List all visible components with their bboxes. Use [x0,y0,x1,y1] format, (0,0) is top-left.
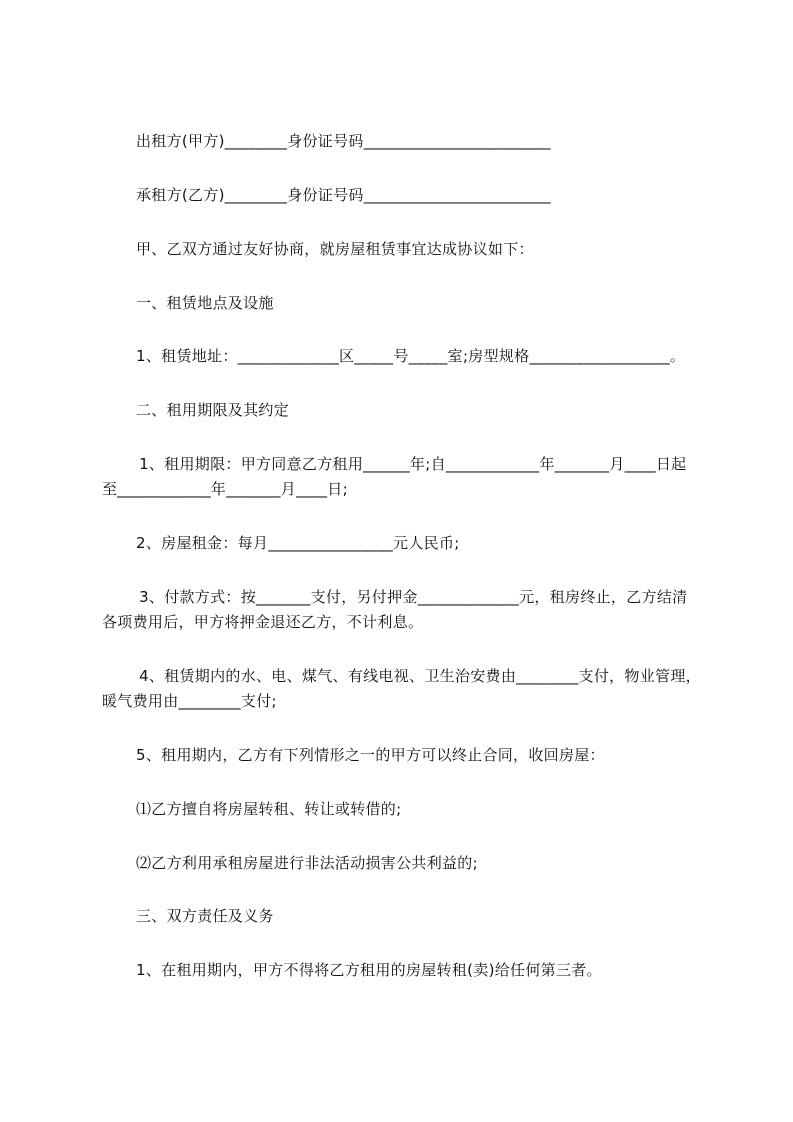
section-3-heading: 三、双方责任及义务 [136,907,274,925]
termination-item-1: ⑴乙方擅自将房屋转租、转让或转借的; [136,800,402,818]
lessor-line: 出租方(甲方)________身份证号码________________________ [136,132,551,150]
agreement-intro: 甲、乙双方通过友好协商，就房屋租赁事宜达成协议如下： [136,240,534,258]
payment-line-1: 3、付款方式：按_______支付，另付押金_____________元，租房终止，乙方结清 [134,588,688,606]
termination-item-2: ⑵乙方利用承租房屋进行非法活动损害公共利益的; [136,854,478,872]
responsibility-item-1: 1、在租用期内，甲方不得将乙方租用的房屋转租(卖)给任何第三者。 [136,961,602,979]
section-1-heading: 一、租赁地点及设施 [136,294,274,312]
payment-line-2: 各项费用后，甲方将押金退还乙方，不计利息。 [102,613,424,631]
termination-clause: 5、租用期内，乙方有下列情形之一的甲方可以终止合同，收回房屋： [136,746,605,764]
fees-line-1: 4、租赁期内的水、电、煤气、有线电视、卫生治安费由________支付，物业管理， [134,667,701,685]
rent-line: 2、房屋租金：每月________________元人民币; [136,534,460,552]
section-2-heading: 二、租用期限及其约定 [136,401,290,419]
lease-term-line-1: 1、租用期限：甲方同意乙方租用______年;自____________年_______月____日起 [134,455,687,473]
lease-term-line-2: 至____________年_______月____日; [102,480,348,498]
lease-address-line: 1、租赁地址：_____________区_____号_____室;房型规格__________________。 [136,347,686,365]
fees-line-2: 暖气费用由________支付; [102,692,277,710]
lessee-line: 承租方(乙方)________身份证号码________________________ [136,186,551,204]
